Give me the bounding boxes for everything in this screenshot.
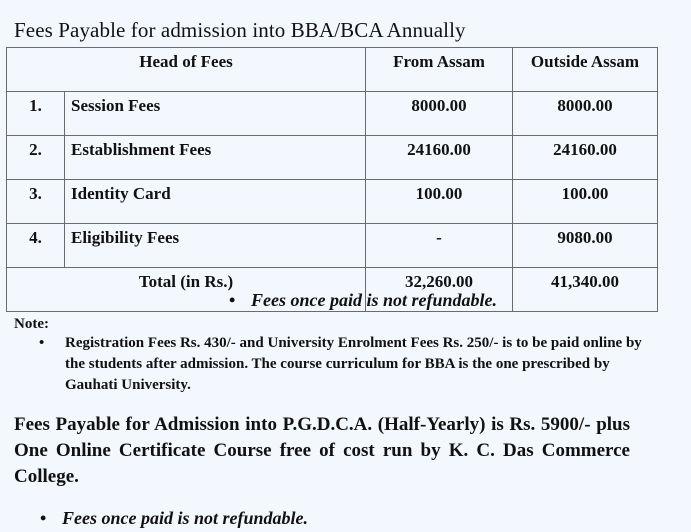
row-number: 3. [7,180,65,224]
row-number: 2. [7,136,65,180]
note-text: Registration Fees Rs. 430/- and University Enrolment Fees Rs. 250/- is to be paid online by the students after admission. The course curriculum for BBA is the one prescribed by Gauhati University. [65,335,642,393]
refund-note-2-text: Fees once paid is not refundable. [62,508,308,528]
row-outside-assam: 8000.00 [513,92,658,136]
total-outside-assam: 41,340.00 [513,268,658,312]
note-item [39,333,655,396]
row-fee-name: Establishment Fees [65,136,366,180]
pgdca-fees-paragraph: Fees Payable for Admission into P.G.D.C.A. (Half-Yearly) is Rs. 5900/- plus One Online Certificate Course free of cost run by K. C. Das Commerce College. [14,414,630,487]
row-fee-name: Identity Card [65,180,366,224]
row-from-assam: 24160.00 [366,136,513,180]
fees-table [6,47,658,312]
note-label: Note: [14,316,49,332]
header-head-of-fees: Head of Fees [7,48,366,92]
bullet-icon: • [40,508,47,528]
table-row [7,224,658,268]
bullet-icon: • [229,290,236,310]
refund-note-1-text: Fees once paid is not refundable. [251,290,497,310]
header-outside-assam: Outside Assam [513,48,658,92]
table-row [7,92,658,136]
header-from-assam: From Assam [366,48,513,92]
row-number: 4. [7,224,65,268]
refund-note-2 [40,508,308,529]
row-outside-assam: 9080.00 [513,224,658,268]
refund-note-1 [229,290,497,311]
row-fee-name: Eligibility Fees [65,224,366,268]
total-from-assam: 32,260.00 [366,268,513,312]
row-fee-name: Session Fees [65,92,366,136]
bullet-icon: • [39,335,45,351]
row-outside-assam: 100.00 [513,180,658,224]
row-from-assam: - [366,224,513,268]
total-label: Total (in Rs.) [7,268,366,312]
page-title: Fees Payable for admission into BBA/BCA Annually [14,18,466,42]
row-number: 1. [7,92,65,136]
table-row [7,180,658,224]
row-outside-assam: 24160.00 [513,136,658,180]
row-from-assam: 100.00 [366,180,513,224]
table-row [7,136,658,180]
row-from-assam: 8000.00 [366,92,513,136]
table-header-row [7,48,658,92]
